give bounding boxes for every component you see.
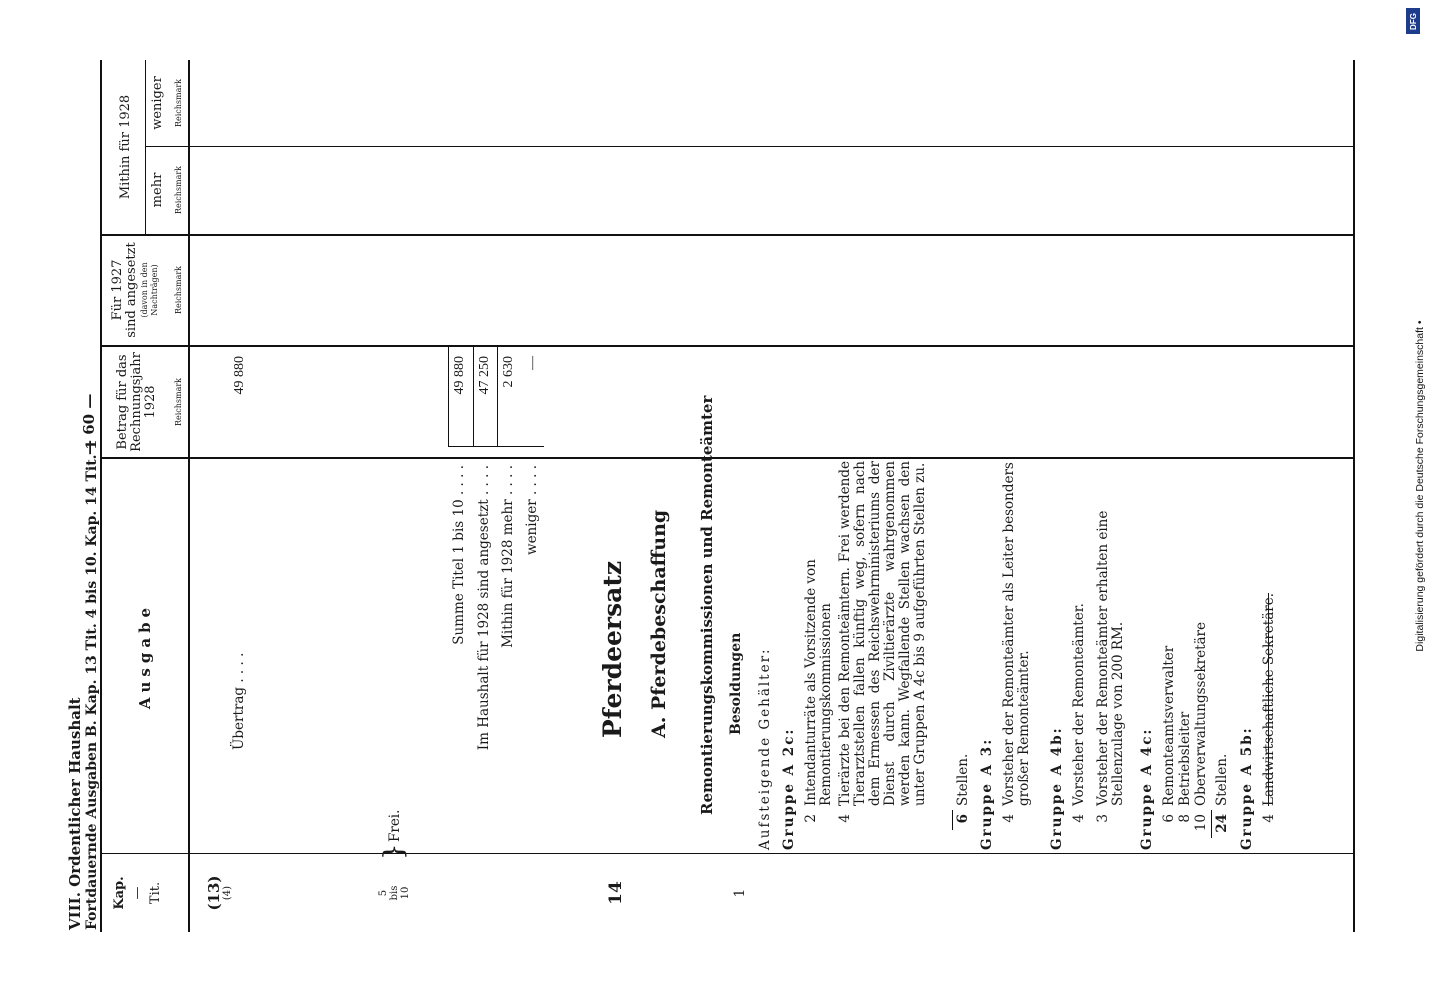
col-divider-1927 [100, 234, 1355, 236]
tit-1: 1 [732, 888, 748, 898]
section-a-subtitle: Remontierungskommissionen und Remonteämter [698, 395, 716, 815]
table-top-rule [100, 60, 102, 932]
a4c-total-text: Stellen. [1214, 753, 1230, 806]
header-ausgabe: Ausgabe [136, 602, 154, 710]
a4c-1-num: 6 [1161, 814, 1177, 823]
totals-top-rule [448, 347, 449, 447]
kap-13: (13) [205, 875, 223, 911]
tit-range [378, 858, 411, 928]
a3-text: Vorsteher der Remonteämter als Leiter besonders großer Remonteämter. [1001, 462, 1032, 806]
header-betrag: Betrag für das Rechnungsjahr 1928 [115, 352, 158, 452]
a4b-1-num: 4 [1071, 814, 1087, 823]
haushalt-amount: 47 250 [477, 356, 492, 395]
header-mehr: mehr [150, 172, 165, 208]
header-bottom-rule [188, 60, 190, 932]
header-tit: Tit. [148, 881, 163, 905]
gruppe-a4c: Gruppe A 4c: [1139, 727, 1155, 850]
header-mithin: Mithin für 1928 [118, 94, 133, 200]
mehr-label: Mithin für 1928 mehr . . . . [500, 465, 516, 648]
page-number: — 60 — [80, 393, 98, 455]
besoldungen-heading: Besoldungen [728, 632, 744, 735]
gruppe-a5b: Gruppe A 5b: [1239, 726, 1255, 850]
a3-num: 4 [1001, 814, 1017, 823]
totals-mid-rule [473, 347, 474, 447]
totals-left-rule [448, 446, 544, 447]
gruppe-a2c: Gruppe A 2c: [781, 727, 797, 850]
gruppe-a4b: Gruppe A 4b: [1049, 726, 1065, 850]
a2c-1-text: Intendanturräte als Vorsitzende von Remontierungskommissionen [803, 559, 834, 806]
a4c-3-num: 10 [1193, 814, 1209, 832]
a5b-text: Landwirtschaftliche Sekretäre. [1261, 593, 1277, 806]
a4c-2-num: 8 [1177, 814, 1193, 823]
a4c-3-text: Oberverwaltungssekretäre [1193, 622, 1209, 806]
a4c-1-text: Remonteamtsverwalter [1161, 645, 1177, 806]
tit-range-bis: bis [389, 885, 400, 901]
summe-label: Summe Titel 1 bis 10 . . . . [451, 465, 467, 645]
frei-label: Frei. [387, 809, 403, 842]
a4c-2-text: Betriebsleiter [1177, 711, 1193, 806]
header-kap: Kap. [112, 876, 127, 910]
running-header-part: VIII. Ordentlicher Haushalt [66, 697, 84, 930]
a2c-total-num: 6 [955, 814, 971, 824]
dfg-credit-text [1414, 166, 1426, 806]
tit-4: (4) [222, 885, 233, 901]
dfg-credit-label: Digitalisierung gefördert durch die Deutsche Forschungsgemeinschaft [1414, 327, 1426, 652]
section-title: Pferdeersatz [598, 560, 627, 738]
a2c-2-text: Tierärzte bei den Remonteämtern. Frei werdende Tierarztstellen fallen künftig weg, sofern nach dem Ermessen des Reichswehrministeriums der Dienst durch Ziviltierärzte wahrgenommen werden kann. Wegfallende Stellen wachsen den unter Gruppen A 4c bis 9 aufgeführten Stellen zu. [837, 461, 928, 806]
header-1927-unit: Reichsmark [174, 265, 183, 315]
kap-14: 14 [606, 881, 626, 905]
header-weniger-unit: Reichsmark [174, 78, 183, 128]
col-divider-betrag [100, 345, 1355, 347]
aufsteigende-label: Aufsteigende Gehälter: [757, 647, 773, 850]
table-bottom-rule [1353, 60, 1355, 932]
tit-range-to: 10 [400, 886, 411, 900]
weniger-amount: — [525, 356, 540, 370]
mithin-under-rule [145, 60, 146, 234]
a4c-sum-rule [1211, 810, 1212, 838]
mehr-amount: 2 630 [501, 356, 516, 388]
a2c-total-text: Stellen. [955, 753, 971, 806]
header-1927-line1: Für 1927 [110, 259, 125, 321]
a4b-2-text: Vorsteher der Remonteämter erhalten eine Stellenzulage von 200 RM. [1095, 510, 1126, 806]
col-divider-ausgabe [100, 457, 1355, 459]
dfg-credit-strip [1400, 0, 1434, 1000]
a4b-2-num: 3 [1095, 814, 1111, 823]
tit-range-from: 5 [378, 889, 389, 897]
a4b-1-text: Vorsteher der Remonteämter. [1071, 603, 1087, 806]
header-kap-dash: — [130, 886, 145, 900]
brace-icon: } [379, 843, 409, 860]
col-divider-kap [100, 853, 1355, 854]
weniger-label: weniger . . . . [524, 465, 540, 555]
a2c-1-num: 2 [803, 814, 819, 823]
dfg-credit-separator: • [1414, 320, 1426, 325]
uebertrag-amount: 49 880 [232, 356, 247, 395]
uebertrag-label: Übertrag . . . . [231, 652, 247, 750]
running-header-subtitle: Fortdauernde Ausgaben B. Kap. 13 Tit. 4 bis 10. Kap. 14 Tit. 1 [84, 439, 100, 930]
a4c-total-num: 24 [1214, 814, 1230, 833]
col-divider-mehr [145, 146, 1355, 147]
summe-amount: 49 880 [452, 356, 467, 395]
dfg-logo: DFG [1406, 8, 1420, 34]
header-1927-line2: sind angesetzt [124, 242, 139, 338]
section-a-title: A. Pferdebeschaffung [648, 509, 670, 738]
a2c-sum-rule [952, 810, 953, 830]
a2c-2-num: 4 [837, 814, 853, 823]
totals-low-rule [497, 347, 498, 447]
gruppe-a3: Gruppe A 3: [979, 737, 995, 850]
header-mehr-unit: Reichsmark [174, 165, 183, 215]
header-1927-line3: (davon in den Nachträgen) [140, 262, 159, 318]
a5b-num: 4 [1261, 814, 1277, 823]
header-weniger: weniger [150, 76, 165, 130]
haushalt-label: Im Haushalt für 1928 sind angesetzt . . . . [476, 465, 492, 751]
header-betrag-unit: Reichsmark [174, 377, 183, 427]
